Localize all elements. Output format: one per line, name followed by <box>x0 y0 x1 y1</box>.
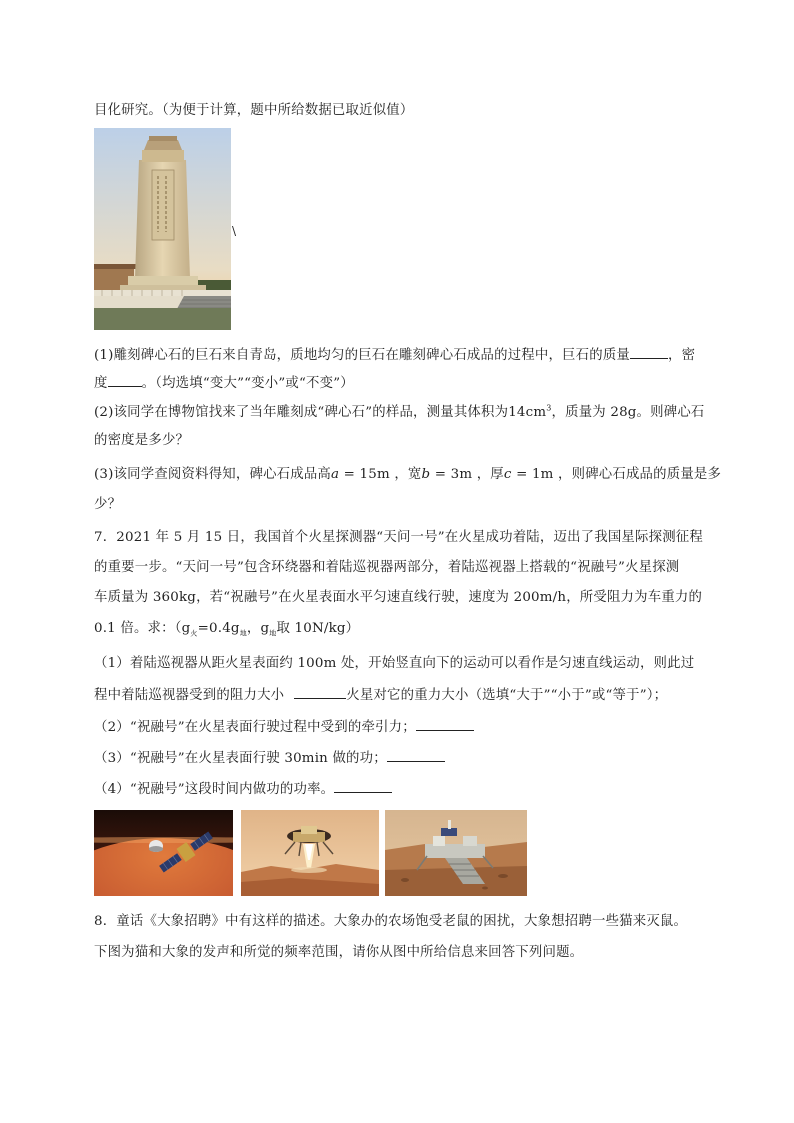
q7-line4-b: =0.4g <box>197 621 240 636</box>
q6-part3-line1 <box>94 466 721 484</box>
q6-part3-text-a: (3)该同学查阅资料得知，碑心石成品高 <box>94 467 332 482</box>
orbiter-illustration <box>94 810 233 896</box>
sub-earth-2: 地 <box>269 629 277 638</box>
monument-photo <box>94 128 231 330</box>
q6-part1-text-c: 度 <box>94 376 108 391</box>
q6-part3-line2: 少？ <box>94 497 122 512</box>
q7-sub3 <box>94 749 445 768</box>
val-a: = 15m ，宽 <box>339 467 422 482</box>
q7-sub1-text-b: 火星对它的重力大小（选填“大于”“小于”或“等于”）； <box>346 688 668 703</box>
q7-line4-c: ，g <box>246 621 270 636</box>
var-b: b <box>421 467 431 482</box>
val-c: = 1m ，则碑心石成品的质量是多 <box>511 467 722 482</box>
q7-sub1-text-a: 程中着陆巡视器受到的阻力大小 <box>94 688 285 703</box>
intro-text: 目化研究。（为便于计算，题中所给数据已取近似值） <box>94 103 414 118</box>
lander-photo <box>241 810 379 896</box>
q7-line1: 7．2021 年 5 月 15 日，我国首个火星探测器“天问一号”在火星成功着陆，迈出了我国星际探测征程 <box>94 530 703 545</box>
val-b: = 3m ，厚 <box>430 467 504 482</box>
q6-part1-line2 <box>94 374 354 393</box>
q6-part1-text-a: (1)雕刻碑心石的巨石来自青岛，质地均匀的巨石在雕刻碑心石成品的过程中，巨石的质量 <box>94 348 631 363</box>
q6-part1-text-b: ，密 <box>668 348 696 363</box>
q6-part2-line2: 的密度是多少？ <box>94 433 190 448</box>
rover-illustration <box>385 810 527 896</box>
q8-line2: 下图为猫和大象的发声和所觉的频率范围，请你从图中所给信息来回答下列问题。 <box>94 945 584 960</box>
q7-line4 <box>94 620 359 638</box>
q7-sub2-text: （2）“祝融号”在火星表面行驶过程中受到的牵引力； <box>94 720 416 735</box>
q7-sub4-text: （4）“祝融号”这段时间内做功的功率。 <box>94 782 335 797</box>
sub-mars: 火 <box>190 629 198 638</box>
answer-blank[interactable] <box>294 686 346 699</box>
answer-blank[interactable] <box>630 346 668 359</box>
answer-blank[interactable] <box>334 780 392 793</box>
q7-sub1-line2 <box>94 686 667 705</box>
answer-blank[interactable] <box>387 749 445 762</box>
var-a: a <box>331 467 340 482</box>
q6-part2-text-b: ，质量为 28g。则碑心石 <box>551 405 705 420</box>
cubic-superscript: 3 <box>546 403 552 413</box>
q7-sub3-text: （3）“祝融号”在火星表面行驶 30min 做的功； <box>94 751 387 766</box>
lander-illustration <box>241 810 379 896</box>
q7-sub2 <box>94 718 474 737</box>
q7-line3: 车质量为 360kg，若“祝融号”在火星表面水平匀速直线行驶，速度为 200m/h，所受阻力为车重力的 <box>94 590 703 605</box>
q6-part2-text-a: (2)该同学在博物馆找来了当年雕刻成“碑心石”的样品，测量其体积为14cm <box>94 405 547 420</box>
q6-part2-line1 <box>94 404 705 422</box>
answer-blank[interactable] <box>416 718 474 731</box>
q8-line1: 8．童话《大象招聘》中有这样的描述。大象办的农场饱受老鼠的困扰，大象想招聘一些猫来灭鼠。 <box>94 914 688 929</box>
sub-earth: 地 <box>239 629 247 638</box>
q7-line2: 的重要一步。“天问一号”包含环绕器和着陆巡视器两部分，着陆巡视器上搭载的“祝融号”火星探测 <box>94 560 680 575</box>
answer-blank[interactable] <box>108 374 142 387</box>
rover-photo <box>385 810 527 896</box>
stray-mark: \ <box>232 224 237 238</box>
q7-line4-a: 0.1 倍。求：（g <box>94 621 191 636</box>
q6-part1-text-d: 。（均选填“变大”“变小”或“不变”） <box>141 376 354 391</box>
orbiter-photo <box>94 810 233 896</box>
q7-line4-d: 取 10N/kg） <box>276 621 360 636</box>
monument-illustration <box>94 128 231 330</box>
q7-sub4 <box>94 780 392 799</box>
q6-part1-line1 <box>94 346 695 365</box>
q7-sub1-line1: （1）着陆巡视器从距火星表面约 100m 处，开始竖直向下的运动可以看作是匀速直线运动，则此过 <box>94 656 695 671</box>
var-c: c <box>503 467 512 482</box>
